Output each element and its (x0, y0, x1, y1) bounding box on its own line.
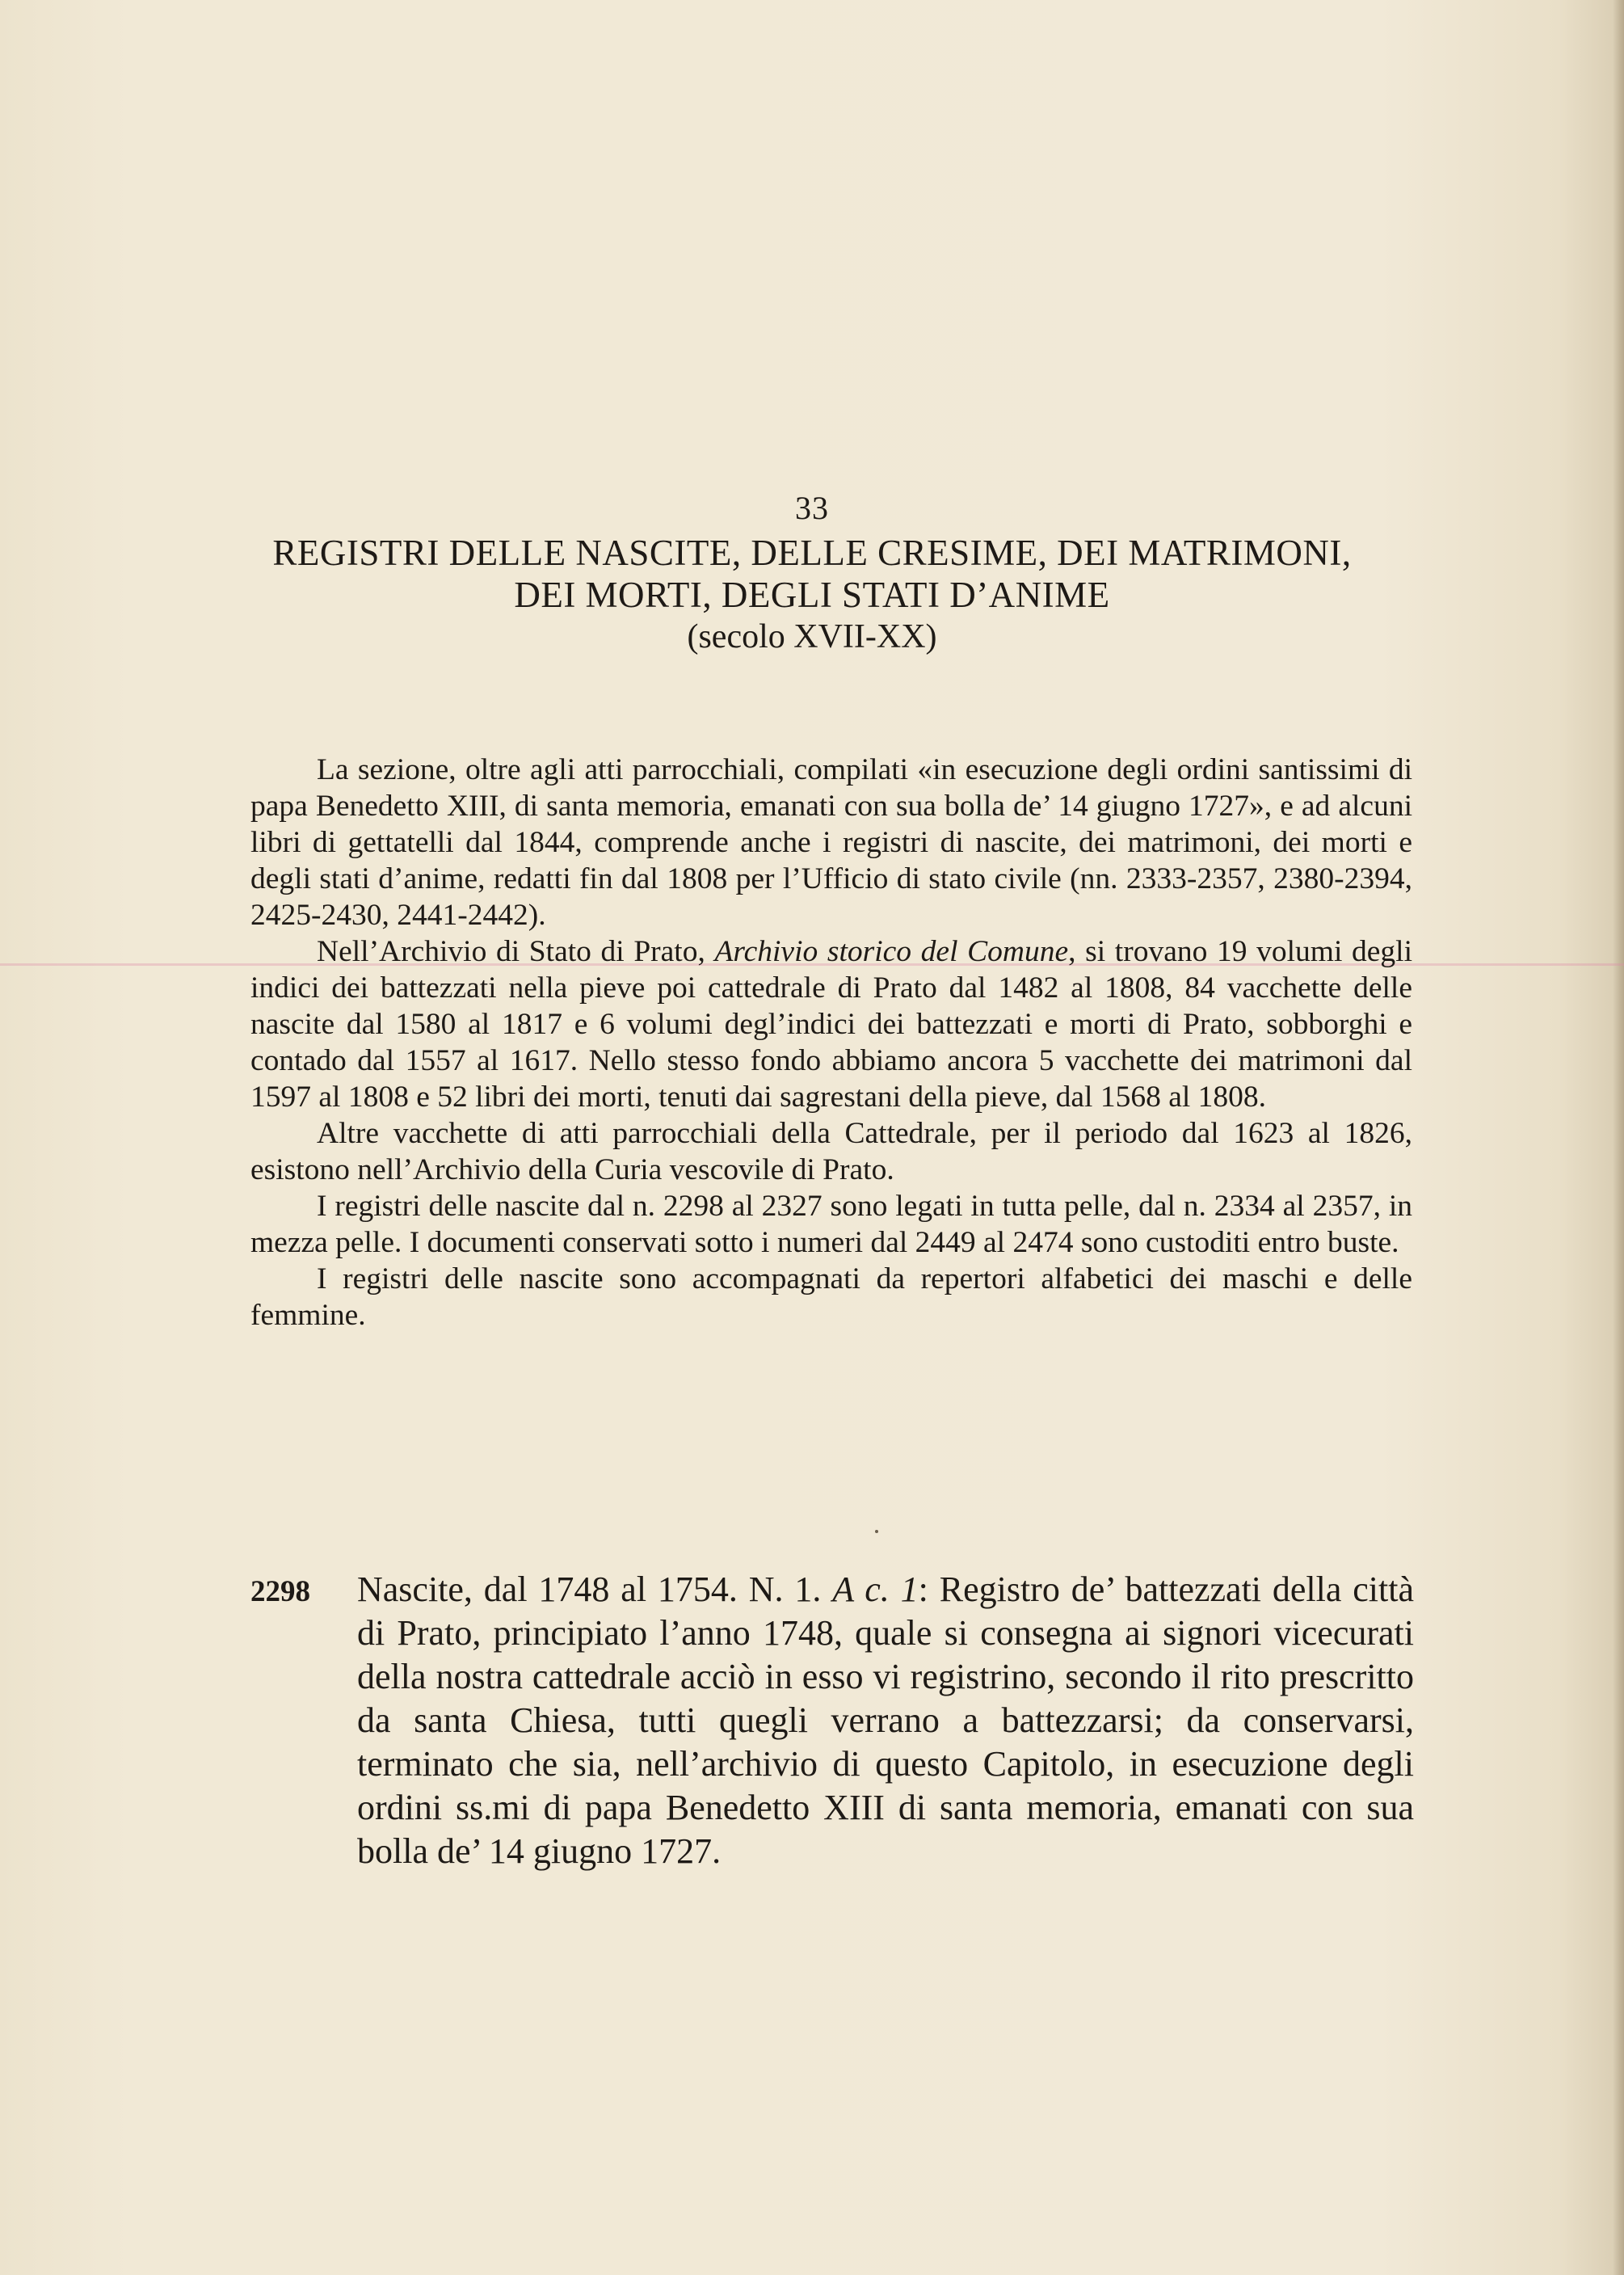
intro-paragraph-2 (250, 933, 1412, 1115)
entry-text-italic: A c. 1 (832, 1569, 919, 1609)
intro-paragraph-3: Altre vacchette di atti parrocchiali della Cattedrale, per il periodo dal 1623 al 1826, esistono nell’Archivio della Curia vescovile di Prato. (250, 1117, 1412, 1186)
intro-p2-italic: Archivio storico del Comune (714, 935, 1069, 968)
entry-description (357, 1568, 1414, 1873)
intro-paragraph-1: La sezione, oltre agli atti parrocchiali, compilati «in esecuzione degli ordini santissimi di papa Benedetto XIII, di santa memoria, emanati con sua bolla de’ 14 giugno 1727», e ad alcuni libri di gettatelli dal 1844, comprende anche i registri di nascite, dei matrimoni, dei morti e degli stati d’anime, redatti fin dal 1808 per l’Ufficio di stato civile (nn. 2333-2357, 2380-2394, 2425-2430, 2441-2442). (250, 753, 1412, 932)
intro-text (250, 752, 1412, 1333)
intro-p2-before: Nell’Archivio di Stato di Prato, (317, 935, 705, 968)
section-title-line1: REGISTRI DELLE NASCITE, DELLE CRESIME, DEI MATRIMONI, (272, 533, 1352, 573)
entry-text-before: Nascite, dal 1748 al 1754. N. 1. (357, 1569, 822, 1609)
entry-number: 2298 (250, 1575, 310, 1608)
intro-paragraph-4: I registri delle nascite dal n. 2298 al 2327 sono legati in tutta pelle, dal n. 2334 al 2357, in mezza pelle. I documenti conservati sotto i numeri dal 2449 al 2474 sono custoditi entro buste. (250, 1190, 1412, 1259)
page-edge-shadow (1613, 0, 1624, 2275)
section-number: 33 (795, 490, 829, 526)
entry-text-after: : Registro de’ battezzati della città di Prato, principiato l’anno 1748, quale si consegna ai signori vicecurati della nostra cattedrale acciò in esso vi registrino, secondo il rito prescritto da santa Chiesa, tutti quegli verrano a battezzarsi; da conservarsi, terminato che sia, nell’archivio di questo Capitolo, in esecuzione degli ordini ss.mi di papa Benedetto XIII di santa memoria, emanati con sua bolla de’ 14 giugno 1727. (357, 1569, 1414, 1871)
section-period: (secolo XVII-XX) (687, 618, 937, 655)
separator-dot (875, 1530, 878, 1533)
intro-paragraph-5: I registri delle nascite sono accompagnati da repertori alfabetici dei maschi e delle femmine. (250, 1262, 1412, 1332)
intro-p2-after: , si trovano 19 volumi degli indici dei battezzati nella pieve poi cattedrale di Prato dal 1482 al 1808, 84 vacchette delle nascite dal 1580 al 1817 e 6 volumi degl’indici dei battezzati e morti di Prato, sobborghi e contado dal 1557 al 1617. Nello stesso fondo abbiamo ancora 5 vacchette dei matrimoni dal 1597 al 1808 e 52 libri dei morti, tenuti dai sagrestani della pieve, dal 1568 al 1808. (250, 935, 1412, 1114)
section-title-line2: DEI MORTI, DEGLI STATI D’ANIME (514, 575, 1110, 615)
